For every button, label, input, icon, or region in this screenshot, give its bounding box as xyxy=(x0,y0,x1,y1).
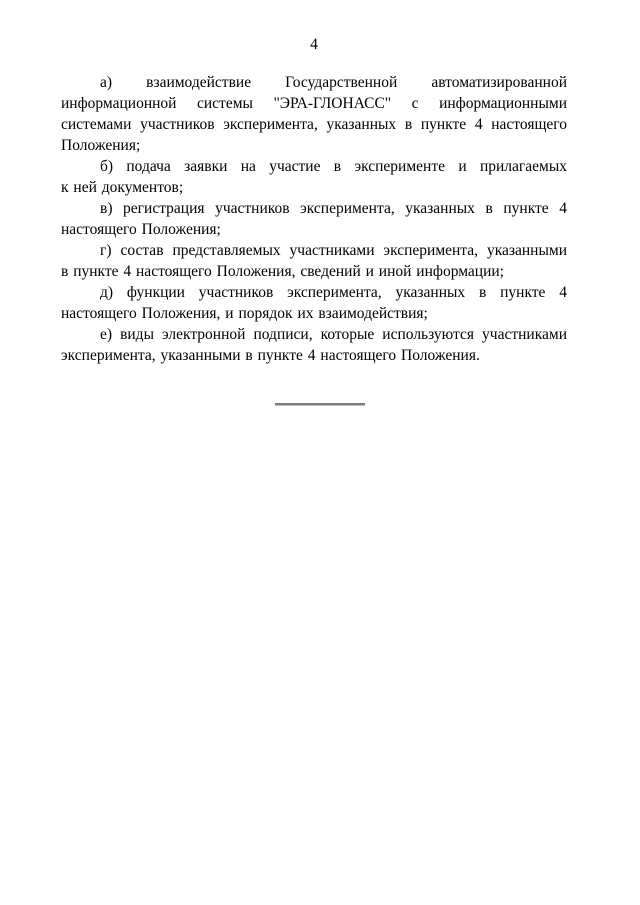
paragraph-item-e xyxy=(61,324,567,366)
paragraph-item-g xyxy=(61,240,567,282)
text-line: б) подача заявки на участие в эксперименте и прилагаемых xyxy=(100,158,567,175)
text-line: к ней документов; xyxy=(61,179,184,196)
text-line: Положения; xyxy=(61,137,141,154)
text-line: е) виды электронной подписи, которые используются участниками xyxy=(100,326,567,343)
text-line: г) состав представляемых участниками эксперимента, указанными xyxy=(100,242,567,259)
page-number: 4 xyxy=(310,36,318,53)
paragraph-item-a xyxy=(61,72,567,156)
text-line: в пункте 4 настоящего Положения, сведений и иной информации; xyxy=(61,263,504,280)
paragraph-item-b xyxy=(61,156,567,198)
section-divider xyxy=(275,403,365,405)
text-line: д) функции участников эксперимента, указанных в пункте 4 xyxy=(100,284,567,301)
text-line: настоящего Положения, и порядок их взаимодействия; xyxy=(61,305,428,322)
text-line: системами участников эксперимента, указанных в пункте 4 настоящего xyxy=(61,116,567,133)
text-line: настоящего Положения; xyxy=(61,221,221,238)
paragraph-item-v xyxy=(61,198,567,240)
text-line: в) регистрация участников эксперимента, указанных в пункте 4 xyxy=(100,200,567,217)
text-line: эксперимента, указанными в пункте 4 настоящего Положения. xyxy=(61,347,480,364)
paragraph-item-d xyxy=(61,282,567,324)
document-body xyxy=(61,72,567,366)
text-line: информационной системы "ЭРА-ГЛОНАСС" с информационными xyxy=(61,95,567,112)
text-line: а) взаимодействие Государственной автоматизированной xyxy=(100,74,567,91)
